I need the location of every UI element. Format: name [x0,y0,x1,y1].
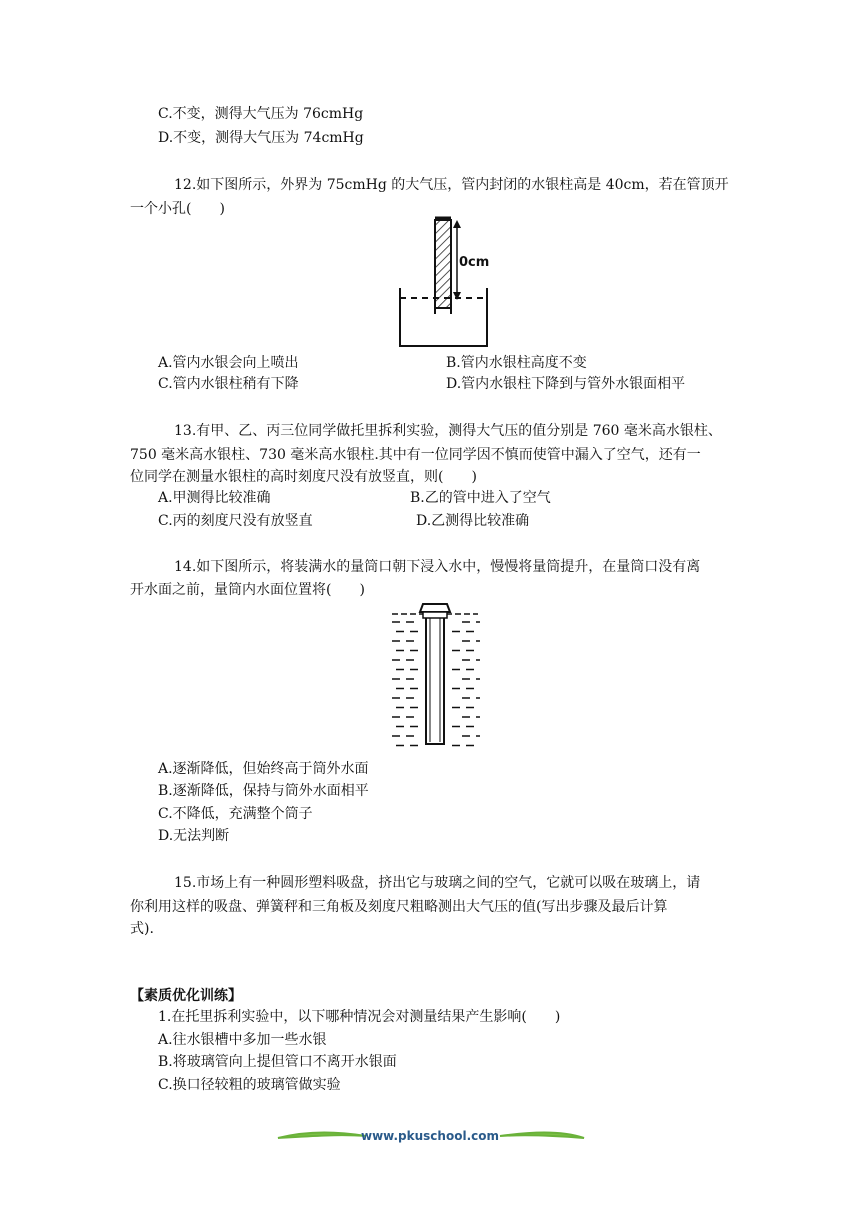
q13-option-b: B.乙的管中进入了空气 [410,490,551,506]
q12-option-a: A.管内水银会向上喷出 [158,355,299,371]
q14-stem-line2: 开水面之前，量筒内水面位置将( ) [130,582,365,598]
q12-option-d: D.管内水银柱下降到与管外水银面相平 [446,376,686,392]
q14-option-d: D.无法判断 [158,828,230,844]
q12-figure-height-label: 0cm [459,255,490,270]
q14-option-b: B.逐渐降低，保持与筒外水面相平 [158,783,369,799]
q14-figure-cylinder-in-water [390,600,480,754]
q12-figure-tube-in-trough [395,214,495,350]
q12-stem-line2: 一个小孔( ) [130,201,225,217]
q12-option-c: C.管内水银柱稍有下降 [158,376,299,392]
s1-option-c: C.换口径较粗的玻璃管做实验 [158,1077,341,1093]
q13-option-d: D.乙测得比较准确 [416,513,530,529]
q12-option-b: B.管内水银柱高度不变 [446,355,587,371]
q14-option-c: C.不降低，充满整个筒子 [158,806,313,822]
s1-option-a: A.往水银槽中多加一些水银 [158,1032,327,1048]
q13-option-a: A.甲测得比较准确 [158,490,271,506]
q13-stem-line1: 13.有甲、乙、丙三位同学做托里拆利实验，测得大气压的值分别是 760 毫米高水银柱、 [174,423,722,439]
q11-option-d: D.不变，测得大气压为 74cmHg [158,130,364,146]
s1-stem: 1.在托里拆利实验中，以下哪种情况会对测量结果产生影响( ) [158,1009,561,1025]
q12-stem-line1: 12.如下图所示，外界为 75cmHg 的大气压，管内封闭的水银柱高是 40cm，若在管顶开 [174,177,729,193]
s1-option-b: B.将玻璃管向上提但管口不离开水银面 [158,1054,397,1070]
q15-stem-line2: 你利用这样的吸盘、弹簧秤和三角板及刻度尺粗略测出大气压的值(写出步骤及最后计算 [130,899,668,915]
q13-stem-line3: 位同学在测量水银柱的高时刻度尺没有放竖直，则( ) [130,469,477,485]
footer-logo [270,1122,590,1148]
section-title: 【素质优化训练】 [130,988,242,1004]
q13-option-c: C.丙的刻度尺没有放竖直 [158,513,313,529]
q15-stem-line1: 15.市场上有一种圆形塑料吸盘，挤出它与玻璃之间的空气，它就可以吸在玻璃上，请 [174,875,701,891]
q14-stem-line1: 14.如下图所示，将装满水的量筒口朝下浸入水中，慢慢将量筒提升，在量筒口没有离 [174,559,701,575]
q13-stem-line2: 750 毫米高水银柱、730 毫米高水银柱.其中有一位同学因不慎而使管中漏入了空气，还有一 [130,447,701,463]
q11-option-c: C.不变，测得大气压为 76cmHg [158,106,364,122]
q15-stem-line3: 式). [130,921,154,937]
q14-option-a: A.逐渐降低，但始终高于筒外水面 [158,761,369,777]
footer-url: www.pkuschool.com [361,1129,499,1143]
